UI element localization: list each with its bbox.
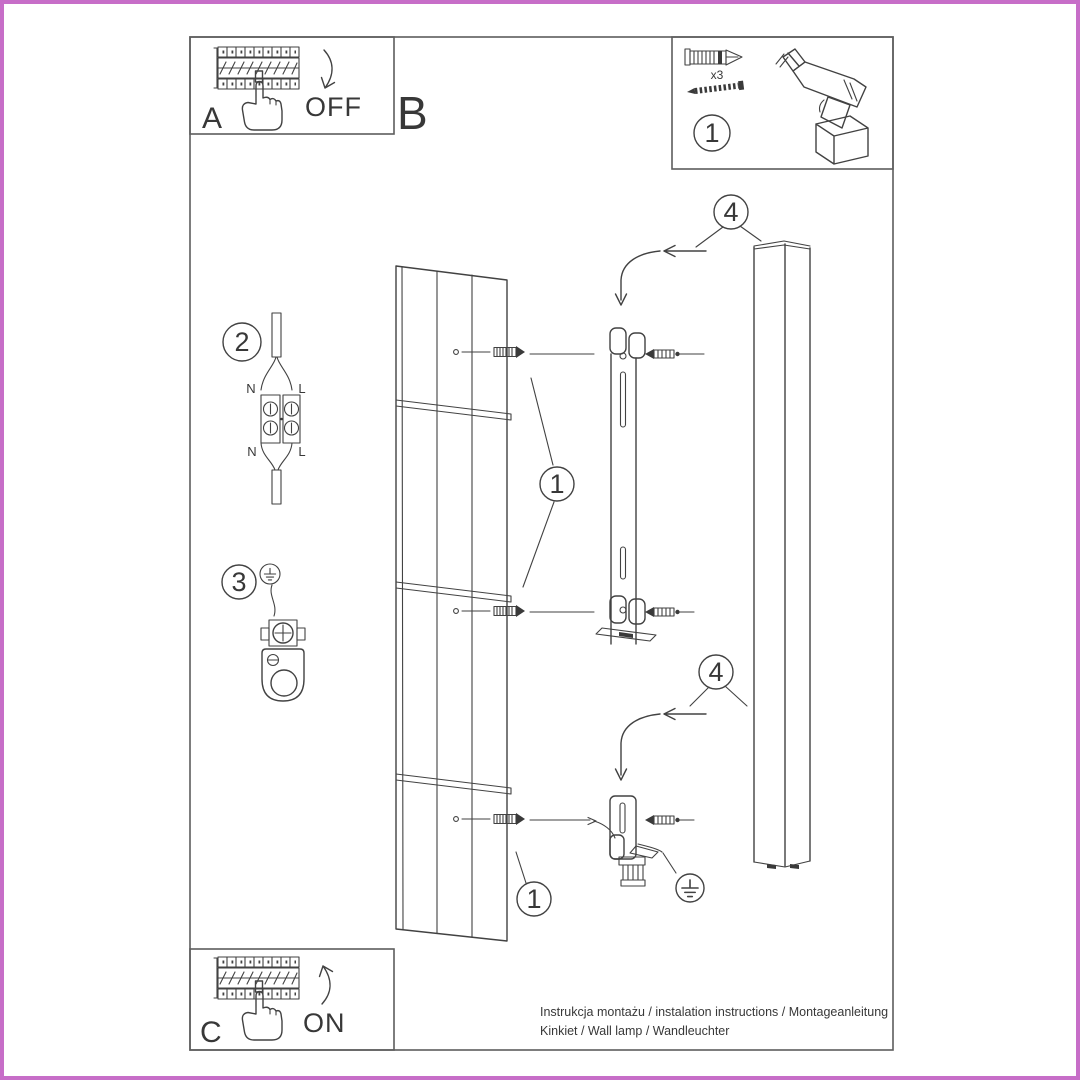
bracket-screws [645,349,704,617]
breaker-box-a [190,37,394,135]
callout-4-mid [690,655,747,706]
cable-gland-icon [619,857,645,886]
callout-1-mid [523,378,574,587]
section-b-label: B [397,87,428,139]
ground-symbol-bottom [638,844,704,902]
svg-text:1: 1 [526,884,542,914]
ground-clamp-icon [261,620,305,646]
mount-arrow-top-icon [616,246,707,306]
toolbox-callout-1 [694,115,730,151]
terminal-block-icon [261,395,300,443]
wall-panel [396,266,511,941]
footer-line1: Instrukcja montażu / instalation instructions / Montageanleitung [540,1005,889,1019]
wire-connector-step [223,313,306,504]
cable-top-icon [261,313,292,390]
terminal-n-bottom: N [247,444,257,459]
callout-1-bottom [516,852,551,916]
label-c: C [200,1016,222,1049]
off-arrow-icon [322,50,335,88]
breaker-box-c [190,949,394,1050]
panel-divisions [396,400,511,794]
lamp-body [754,241,810,869]
ground-lug-body-icon [262,649,304,701]
drill-icon [776,49,868,164]
toolbox [672,37,893,169]
callout-2 [223,323,261,361]
callout-4-top [696,195,761,247]
svg-text:3: 3 [231,567,247,597]
wall-plug-icon [685,49,742,65]
earth-symbol-icon [260,564,280,584]
svg-text:2: 2 [234,327,250,357]
terminal-l-top: L [298,381,306,396]
svg-text:1: 1 [704,118,720,148]
terminal-n-top: N [246,381,256,396]
svg-text:4: 4 [723,197,739,227]
off-text: OFF [305,92,362,122]
callout-3 [222,565,256,599]
footer-line2: Kinkiet / Wall lamp / Wandleuchter [540,1024,730,1038]
cable-bottom-icon [261,443,292,504]
mounting-bracket [596,328,656,644]
terminal-l-bottom: L [298,444,306,459]
grounding-step [222,564,305,701]
svg-text:1: 1 [549,469,565,499]
lower-bracket-screw [645,815,680,825]
label-a: A [202,102,223,135]
footer-title [540,1005,888,1038]
wall-plug-screws [494,346,596,825]
on-text: ON [303,1008,346,1038]
ground-wire [271,585,275,616]
on-arrow-icon [320,966,333,1004]
diagram-canvas [4,4,1080,1080]
quantity-x3: x3 [710,68,724,82]
mount-arrow-mid-icon [616,709,707,781]
svg-text:4: 4 [708,657,724,687]
screw-icon [686,81,744,97]
lower-bracket [594,796,658,859]
